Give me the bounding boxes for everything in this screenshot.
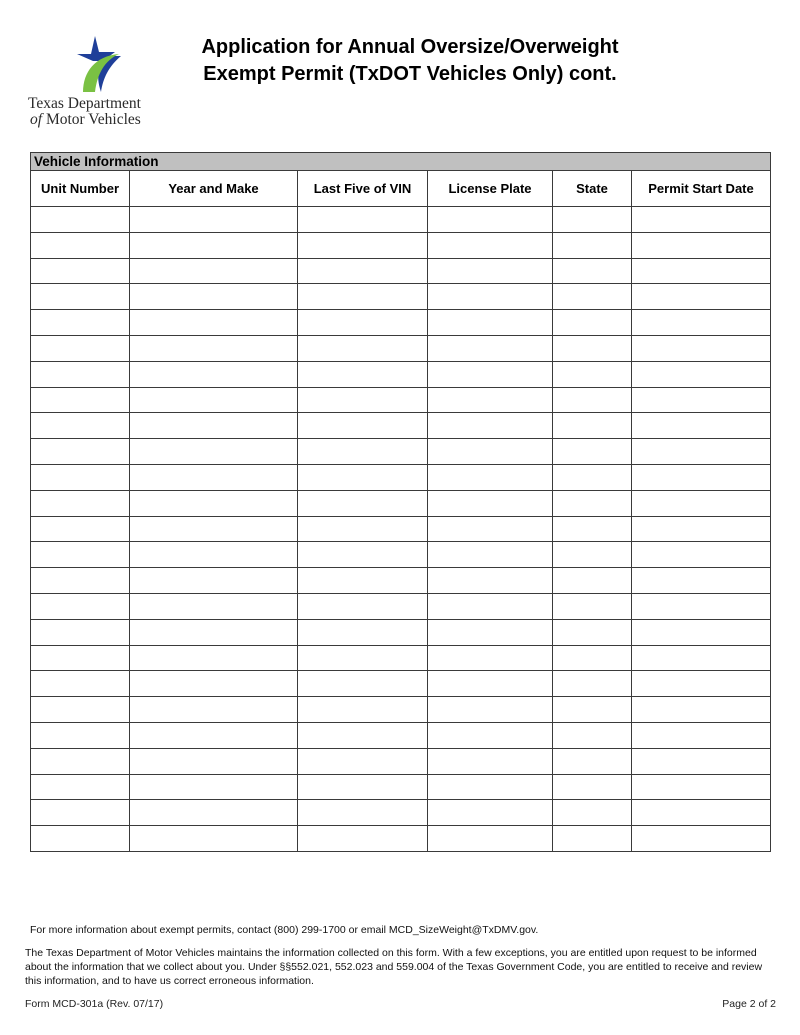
cell-last-five-of-vin[interactable] <box>298 748 428 774</box>
cell-unit-number[interactable] <box>31 464 130 490</box>
cell-permit-start-date[interactable] <box>632 284 771 310</box>
cell-state[interactable] <box>553 722 632 748</box>
table-row <box>31 774 771 800</box>
cell-year-and-make[interactable] <box>130 671 298 697</box>
cell-permit-start-date[interactable] <box>632 310 771 336</box>
cell-permit-start-date[interactable] <box>632 800 771 826</box>
cell-year-and-make[interactable] <box>130 439 298 465</box>
cell-year-and-make[interactable] <box>130 774 298 800</box>
cell-last-five-of-vin[interactable] <box>298 568 428 594</box>
cell-last-five-of-vin[interactable] <box>298 619 428 645</box>
cell-license-plate[interactable] <box>428 387 553 413</box>
cell-state[interactable] <box>553 387 632 413</box>
txdmv-logo <box>28 34 168 130</box>
table-row <box>31 439 771 465</box>
column-header-license-plate: License Plate <box>428 171 553 207</box>
logo-line-1: Texas Department <box>28 95 141 112</box>
cell-year-and-make[interactable] <box>130 697 298 723</box>
cell-year-and-make[interactable] <box>130 207 298 233</box>
cell-permit-start-date[interactable] <box>632 697 771 723</box>
cell-unit-number[interactable] <box>31 671 130 697</box>
cell-year-and-make[interactable] <box>130 542 298 568</box>
cell-license-plate[interactable] <box>428 207 553 233</box>
cell-license-plate[interactable] <box>428 232 553 258</box>
table-row <box>31 207 771 233</box>
table-row <box>31 722 771 748</box>
table-row <box>31 310 771 336</box>
cell-year-and-make[interactable] <box>130 310 298 336</box>
table-row <box>31 361 771 387</box>
cell-unit-number[interactable] <box>31 335 130 361</box>
section-header-row <box>31 153 771 171</box>
column-header-last-five-of-vin: Last Five of VIN <box>298 171 428 207</box>
cell-last-five-of-vin[interactable] <box>298 361 428 387</box>
cell-year-and-make[interactable] <box>130 619 298 645</box>
cell-last-five-of-vin[interactable] <box>298 335 428 361</box>
cell-year-and-make[interactable] <box>130 387 298 413</box>
cell-license-plate[interactable] <box>428 542 553 568</box>
cell-license-plate[interactable] <box>428 671 553 697</box>
cell-state[interactable] <box>553 284 632 310</box>
cell-permit-start-date[interactable] <box>632 490 771 516</box>
form-identifier: Form MCD-301a (Rev. 07/17) <box>25 998 164 1010</box>
cell-year-and-make[interactable] <box>130 258 298 284</box>
cell-unit-number[interactable] <box>31 800 130 826</box>
table-row <box>31 516 771 542</box>
cell-year-and-make[interactable] <box>130 800 298 826</box>
cell-license-plate[interactable] <box>428 361 553 387</box>
table-row <box>31 232 771 258</box>
cell-permit-start-date[interactable] <box>632 335 771 361</box>
cell-permit-start-date[interactable] <box>632 568 771 594</box>
cell-last-five-of-vin[interactable] <box>298 387 428 413</box>
cell-permit-start-date[interactable] <box>632 671 771 697</box>
cell-unit-number[interactable] <box>31 568 130 594</box>
cell-permit-start-date[interactable] <box>632 542 771 568</box>
cell-year-and-make[interactable] <box>130 490 298 516</box>
cell-last-five-of-vin[interactable] <box>298 516 428 542</box>
cell-permit-start-date[interactable] <box>632 619 771 645</box>
cell-last-five-of-vin[interactable] <box>298 826 428 852</box>
cell-year-and-make[interactable] <box>130 361 298 387</box>
cell-license-plate[interactable] <box>428 568 553 594</box>
cell-permit-start-date[interactable] <box>632 645 771 671</box>
table-row <box>31 645 771 671</box>
cell-license-plate[interactable] <box>428 258 553 284</box>
cell-permit-start-date[interactable] <box>632 207 771 233</box>
star-road-icon <box>65 34 129 94</box>
cell-unit-number[interactable] <box>31 516 130 542</box>
cell-unit-number[interactable] <box>31 619 130 645</box>
cell-state[interactable] <box>553 361 632 387</box>
cell-state[interactable] <box>553 207 632 233</box>
cell-last-five-of-vin[interactable] <box>298 207 428 233</box>
cell-last-five-of-vin[interactable] <box>298 645 428 671</box>
cell-license-plate[interactable] <box>428 439 553 465</box>
cell-state[interactable] <box>553 826 632 852</box>
cell-state[interactable] <box>553 258 632 284</box>
cell-last-five-of-vin[interactable] <box>298 697 428 723</box>
cell-permit-start-date[interactable] <box>632 361 771 387</box>
privacy-notice: The Texas Department of Motor Vehicles maintains the information collected on this form. With a few exceptions, you are entitled upon request to be informed about the information that we collect about you. Under §§552.021, 552.023 and 559.004 of the Texas Government Code, you are entitled to receive and review this information, and to have us correct erroneous information. <box>25 947 763 987</box>
table-row <box>31 568 771 594</box>
cell-unit-number[interactable] <box>31 284 130 310</box>
page-number: Page 2 of 2 <box>722 998 776 1010</box>
cell-year-and-make[interactable] <box>130 284 298 310</box>
cell-permit-start-date[interactable] <box>632 439 771 465</box>
cell-unit-number[interactable] <box>31 361 130 387</box>
cell-state[interactable] <box>553 542 632 568</box>
cell-last-five-of-vin[interactable] <box>298 232 428 258</box>
cell-last-five-of-vin[interactable] <box>298 258 428 284</box>
cell-last-five-of-vin[interactable] <box>298 593 428 619</box>
cell-permit-start-date[interactable] <box>632 464 771 490</box>
cell-state[interactable] <box>553 671 632 697</box>
cell-permit-start-date[interactable] <box>632 593 771 619</box>
cell-last-five-of-vin[interactable] <box>298 413 428 439</box>
table-row <box>31 800 771 826</box>
table-row <box>31 335 771 361</box>
cell-unit-number[interactable] <box>31 490 130 516</box>
table-row <box>31 826 771 852</box>
cell-last-five-of-vin[interactable] <box>298 310 428 336</box>
cell-permit-start-date[interactable] <box>632 774 771 800</box>
cell-license-plate[interactable] <box>428 464 553 490</box>
cell-permit-start-date[interactable] <box>632 826 771 852</box>
cell-state[interactable] <box>553 800 632 826</box>
cell-year-and-make[interactable] <box>130 645 298 671</box>
table-row <box>31 748 771 774</box>
title-line-1: Application for Annual Oversize/Overweight <box>201 36 619 58</box>
cell-last-five-of-vin[interactable] <box>298 800 428 826</box>
column-header-unit-number: Unit Number <box>31 171 130 207</box>
cell-license-plate[interactable] <box>428 645 553 671</box>
cell-unit-number[interactable] <box>31 207 130 233</box>
cell-state[interactable] <box>553 568 632 594</box>
cell-unit-number[interactable] <box>31 774 130 800</box>
cell-unit-number[interactable] <box>31 748 130 774</box>
cell-last-five-of-vin[interactable] <box>298 722 428 748</box>
cell-unit-number[interactable] <box>31 697 130 723</box>
column-header-state: State <box>553 171 632 207</box>
cell-year-and-make[interactable] <box>130 748 298 774</box>
cell-state[interactable] <box>553 464 632 490</box>
cell-license-plate[interactable] <box>428 284 553 310</box>
cell-unit-number[interactable] <box>31 232 130 258</box>
cell-state[interactable] <box>553 697 632 723</box>
title-line-2: Exempt Permit (TxDOT Vehicles Only) cont. <box>203 63 617 85</box>
table-row <box>31 258 771 284</box>
cell-state[interactable] <box>553 774 632 800</box>
cell-state[interactable] <box>553 645 632 671</box>
section-title: Vehicle Information <box>31 153 771 171</box>
cell-permit-start-date[interactable] <box>632 748 771 774</box>
cell-license-plate[interactable] <box>428 335 553 361</box>
cell-year-and-make[interactable] <box>130 593 298 619</box>
table-row <box>31 490 771 516</box>
logo-text <box>28 96 168 128</box>
contact-info: For more information about exempt permits, contact (800) 299-1700 or email MCD_SizeWeight@TxDMV.gov. <box>30 924 539 936</box>
cell-state[interactable] <box>553 593 632 619</box>
page-title <box>150 34 670 88</box>
cell-unit-number[interactable] <box>31 645 130 671</box>
cell-unit-number[interactable] <box>31 439 130 465</box>
cell-last-five-of-vin[interactable] <box>298 774 428 800</box>
cell-permit-start-date[interactable] <box>632 258 771 284</box>
cell-state[interactable] <box>553 516 632 542</box>
cell-unit-number[interactable] <box>31 387 130 413</box>
logo-line-2: of Motor Vehicles <box>30 111 141 128</box>
cell-year-and-make[interactable] <box>130 568 298 594</box>
cell-year-and-make[interactable] <box>130 826 298 852</box>
cell-license-plate[interactable] <box>428 593 553 619</box>
cell-permit-start-date[interactable] <box>632 516 771 542</box>
cell-license-plate[interactable] <box>428 619 553 645</box>
table-row <box>31 464 771 490</box>
cell-state[interactable] <box>553 232 632 258</box>
cell-license-plate[interactable] <box>428 310 553 336</box>
cell-year-and-make[interactable] <box>130 464 298 490</box>
cell-year-and-make[interactable] <box>130 335 298 361</box>
column-header-row <box>31 171 771 207</box>
table-row <box>31 671 771 697</box>
cell-license-plate[interactable] <box>428 413 553 439</box>
cell-unit-number[interactable] <box>31 258 130 284</box>
cell-last-five-of-vin[interactable] <box>298 490 428 516</box>
cell-state[interactable] <box>553 335 632 361</box>
table-row <box>31 284 771 310</box>
table-row <box>31 697 771 723</box>
cell-license-plate[interactable] <box>428 490 553 516</box>
cell-license-plate[interactable] <box>428 697 553 723</box>
table-row <box>31 593 771 619</box>
table-row <box>31 542 771 568</box>
cell-state[interactable] <box>553 619 632 645</box>
table-row <box>31 413 771 439</box>
column-header-year-and-make: Year and Make <box>130 171 298 207</box>
cell-unit-number[interactable] <box>31 826 130 852</box>
cell-year-and-make[interactable] <box>130 232 298 258</box>
vehicle-information-table <box>30 152 771 852</box>
cell-year-and-make[interactable] <box>130 516 298 542</box>
table-row <box>31 619 771 645</box>
cell-year-and-make[interactable] <box>130 722 298 748</box>
cell-state[interactable] <box>553 748 632 774</box>
cell-last-five-of-vin[interactable] <box>298 284 428 310</box>
column-header-permit-start-date: Permit Start Date <box>632 171 771 207</box>
vehicle-rows <box>31 207 771 852</box>
cell-license-plate[interactable] <box>428 722 553 748</box>
cell-last-five-of-vin[interactable] <box>298 671 428 697</box>
cell-license-plate[interactable] <box>428 800 553 826</box>
cell-unit-number[interactable] <box>31 593 130 619</box>
cell-permit-start-date[interactable] <box>632 387 771 413</box>
cell-unit-number[interactable] <box>31 542 130 568</box>
cell-license-plate[interactable] <box>428 516 553 542</box>
cell-license-plate[interactable] <box>428 748 553 774</box>
cell-year-and-make[interactable] <box>130 413 298 439</box>
cell-permit-start-date[interactable] <box>632 413 771 439</box>
cell-last-five-of-vin[interactable] <box>298 464 428 490</box>
cell-last-five-of-vin[interactable] <box>298 439 428 465</box>
cell-state[interactable] <box>553 439 632 465</box>
cell-license-plate[interactable] <box>428 774 553 800</box>
cell-state[interactable] <box>553 490 632 516</box>
cell-unit-number[interactable] <box>31 310 130 336</box>
table-row <box>31 387 771 413</box>
cell-permit-start-date[interactable] <box>632 232 771 258</box>
cell-permit-start-date[interactable] <box>632 722 771 748</box>
cell-license-plate[interactable] <box>428 826 553 852</box>
cell-state[interactable] <box>553 310 632 336</box>
cell-unit-number[interactable] <box>31 413 130 439</box>
cell-unit-number[interactable] <box>31 722 130 748</box>
cell-last-five-of-vin[interactable] <box>298 542 428 568</box>
cell-state[interactable] <box>553 413 632 439</box>
